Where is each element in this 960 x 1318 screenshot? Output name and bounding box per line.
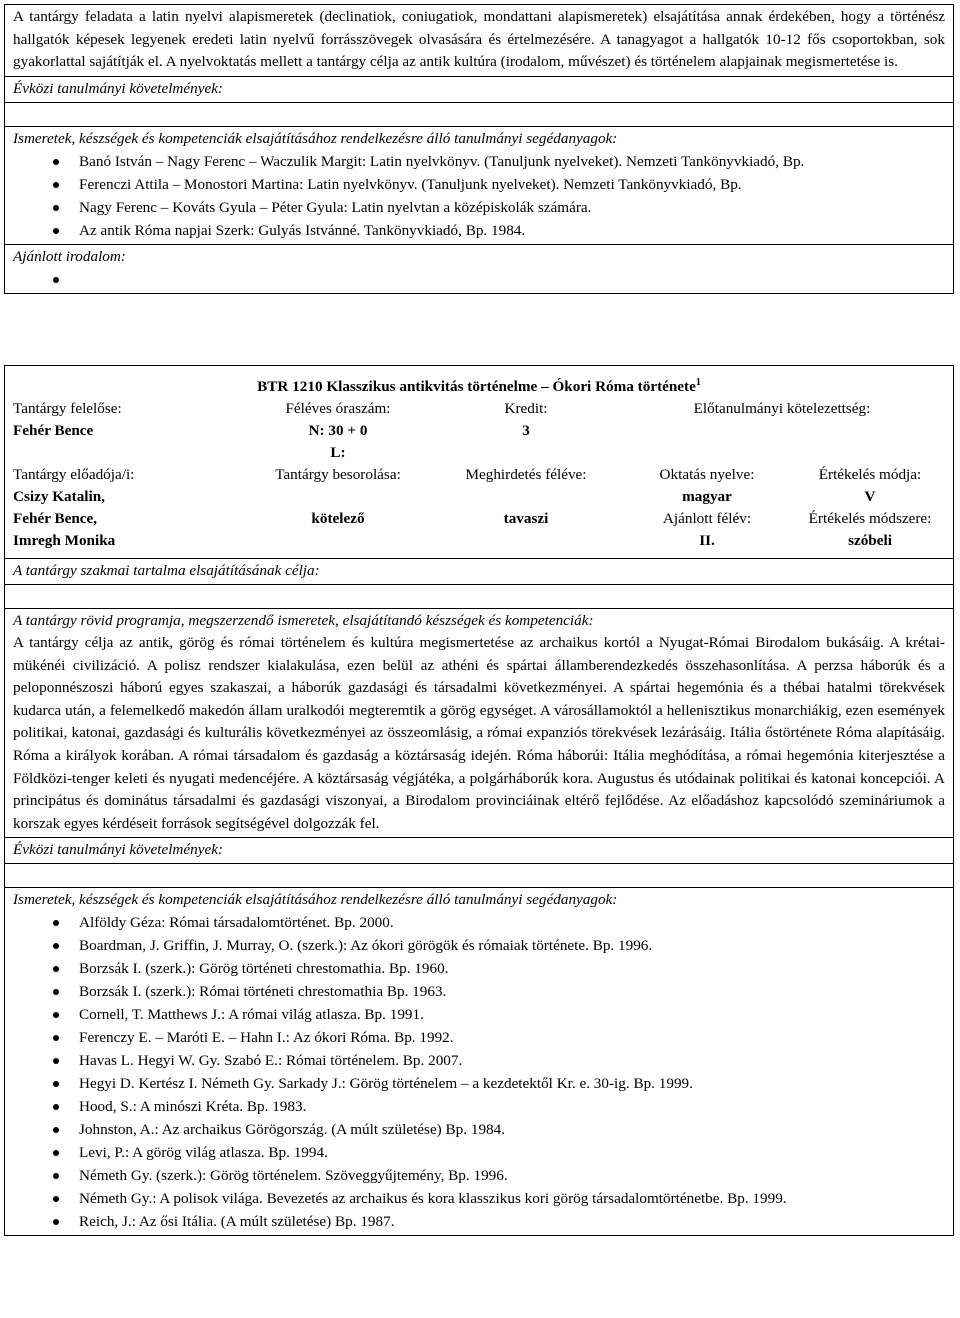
language-label: Oktatás nyelve: (659, 466, 755, 484)
list-item: Reich, J.: Az ősi Itália. (A múlt születése) Bp. 1987. (79, 1210, 945, 1233)
goal-heading: A tantárgy szakmai tartalma elsajátításának célja: (5, 558, 953, 584)
classification-value: kötelező (311, 510, 365, 528)
course-header (5, 366, 953, 558)
materials-heading: Ismeretek, készségek és kompetenciák elsajátításához rendelkezésre álló tanulmányi segédanyagok: (13, 129, 618, 147)
list-item: Nagy Ferenc – Kováts Gyula – Péter Gyula: Latin nyelvtan a középiskolák számára. (79, 196, 945, 219)
responsible-label: Tantárgy felelőse: (13, 400, 122, 418)
eval-method-label: Értékelés módszere: (808, 510, 932, 528)
list-item: Borzsák I. (szerk.): Görög történeti chrestomathia. Bp. 1960. (79, 957, 945, 980)
credit-value: 3 (522, 422, 530, 440)
hours-n-value: N: 30 + 0 (308, 422, 368, 440)
course-title: BTR 1210 Klasszikus antikvitás történelme – Ókori Róma története$^1$ (257, 377, 701, 396)
list-item: Banó István – Nagy Ferenc – Waczulik Margit: Latin nyelvkönyv. (Tanuljunk nyelveket). Nemzeti Tankönyvkiadó, Bp. (79, 150, 945, 173)
language-value: magyar (682, 488, 732, 506)
lecturer-name: Csizy Katalin, (13, 488, 105, 506)
intro-paragraph: A tantárgy feladata a latin nyelvi alapismeretek (declinatiok, coniugatiok, mondattani alapismeretek) elsajátítása annak érdekében, hogy a történész hallgatók képesek legyenek eredeti latin nyelvű forrásszövegek olvasására és értelmezésére. A tanagyagot a hallgatók 10-12 fős csoportokban, sok gyakorlattal sajátítják el. A nyelvoktatás mellett a tantárgy célja az antik kultúra (irodalom, művészet) és történelem alapjainak megismertetése is. (13, 8, 945, 70)
hours-l-value: L: (330, 444, 346, 462)
course-info-grid (5, 398, 953, 552)
recommended-semester-label: Ajánlott félév: (662, 510, 752, 528)
lecturer-name: Fehér Bence, (13, 510, 98, 528)
lecturer-name: Imregh Monika (13, 532, 116, 550)
eval-mode-value: V (864, 488, 876, 506)
semester-value: tavaszi (503, 510, 549, 528)
credit-label: Kredit: (504, 400, 548, 418)
list-item: Németh Gy.: A polisok világa. Bevezetés az archaikus és kora klasszikus kori görög társadalomtörténetbe. Bp. 1999. (79, 1187, 945, 1210)
materials-section (5, 887, 953, 1235)
materials-list (13, 150, 945, 242)
list-item: Hood, S.: A minószi Kréta. Bp. 1983. (79, 1095, 945, 1118)
eval-method-value: szóbeli (848, 532, 892, 550)
prereq-label: Előtanulmányi kötelezettség: (693, 400, 871, 418)
responsible-value: Fehér Bence (13, 422, 94, 440)
materials-heading: Ismeretek, készségek és kompetenciák elsajátításához rendelkezésre álló tanulmányi segédanyagok: (13, 891, 618, 909)
list-item: Johnston, A.: Az archaikus Görögország. (A múlt születése) Bp. 1984. (79, 1118, 945, 1141)
list-item (79, 268, 945, 291)
requirements-heading: Évközi tanulmányi követelmények: (5, 76, 953, 102)
goal-content (5, 584, 953, 608)
list-item: Ferenczy E. – Maróti E. – Hahn I.: Az ókori Róma. Bp. 1992. (79, 1026, 945, 1049)
eval-mode-label: Értékelés módja: (818, 466, 922, 484)
requirements-content (5, 863, 953, 887)
classification-label: Tantárgy besorolása: (275, 466, 401, 484)
bibliography-list (13, 911, 945, 1233)
list-item: Alföldy Géza: Római társadalomtörténet. Bp. 2000. (79, 911, 945, 934)
list-item: Levi, P.: A görög világ atlasza. Bp. 1994. (79, 1141, 945, 1164)
top-course-block (4, 4, 954, 294)
list-item: Németh Gy. (szerk.): Görög történelem. Szöveggyűjtemény, Bp. 1996. (79, 1164, 945, 1187)
requirements-content (5, 102, 953, 126)
program-section (5, 608, 953, 837)
list-item: Boardman, J. Griffin, J. Murray, O. (szerk.): Az ókori görögök és rómaiak története. Bp. 1996. (79, 934, 945, 957)
list-item: Borzsák I. (szerk.): Római történeti chrestomathia Bp. 1963. (79, 980, 945, 1003)
course-block (4, 365, 954, 1236)
list-item: Hegyi D. Kertész I. Németh Gy. Sarkady J.: Görög történelem – a kezdetektől Kr. e. 30-ig. Bp. 1999. (79, 1072, 945, 1095)
recommended-section (5, 244, 953, 293)
program-heading: A tantárgy rövid programja, megszerzendő ismeretek, elsajátítandó készségek és kompetenciák: (13, 612, 594, 630)
requirements-heading: Évközi tanulmányi követelmények: (5, 837, 953, 863)
list-item: Cornell, T. Matthews J.: A római világ atlasza. Bp. 1991. (79, 1003, 945, 1026)
list-item: Havas L. Hegyi W. Gy. Szabó E.: Római történelem. Bp. 2007. (79, 1049, 945, 1072)
recommended-heading: Ajánlott irodalom: (13, 247, 126, 265)
lecturers-label: Tantárgy előadója/i: (13, 466, 135, 484)
materials-section (5, 126, 953, 244)
list-item: Ferenczi Attila – Monostori Martina: Latin nyelvkönyv. (Tanuljunk nyelveket). Nemzeti Tankönyvkiadó, Bp. (79, 173, 945, 196)
hours-label: Féléves óraszám: (285, 400, 391, 418)
program-text: A tantárgy célja az antik, görög és római történelem és kultúra megismertetése az archaikus kortól a Nyugat-Római Birodalom bukásáig. A krétai-mükénéi civilizáció. A polisz rendszer kialakulása, ezen belül az athéni és spártai államberendezkedés összehasonlítása. A perzsa háborúk és a peloponnészoszi háború egyes szakaszai, a háborúk gazdasági és társadalmi következményei. A spártai hegemónia és a thébai hatalmi törekvések kudarca után, a felemelkedő makedón állam uralkodói megteremtik a görög egységet. A városállamoktól a hellenisztikus monarchiákig, ezen események politikai, katonai, gazdasági és kulturális következményei az összeomlásig, a római expanziós törekvések lezárásáig. Itália őstörténete Róma alapításáig. Róma a királyok korában. A római társadalom és gazdaság a köztársaság idején. Róma háborúi: Itália meghódítása, a római hegemónia kiterjesztése a Földközi-tenger keleti és nyugati medencéjére. A köztársaság végjátéka, a polgárháborúk kora. Augustus és utódainak politikai és katonai koncepciói. A principátus és dominátus társadalmi és gazdasági viszonyai, a Birodalom provinciáinak eltérő fejlődése. Az előadáshoz kapcsolódó szemináriumok a korszak egyes kérdéseit források segítségével dolgozzák fel. (13, 634, 945, 832)
semester-label: Meghirdetés féléve: (465, 466, 587, 484)
recommended-list (13, 268, 945, 291)
list-item: Az antik Róma napjai Szerk: Gulyás Istvánné. Tankönyvkiadó, Bp. 1984. (79, 219, 945, 242)
recommended-semester-value: II. (699, 532, 715, 550)
